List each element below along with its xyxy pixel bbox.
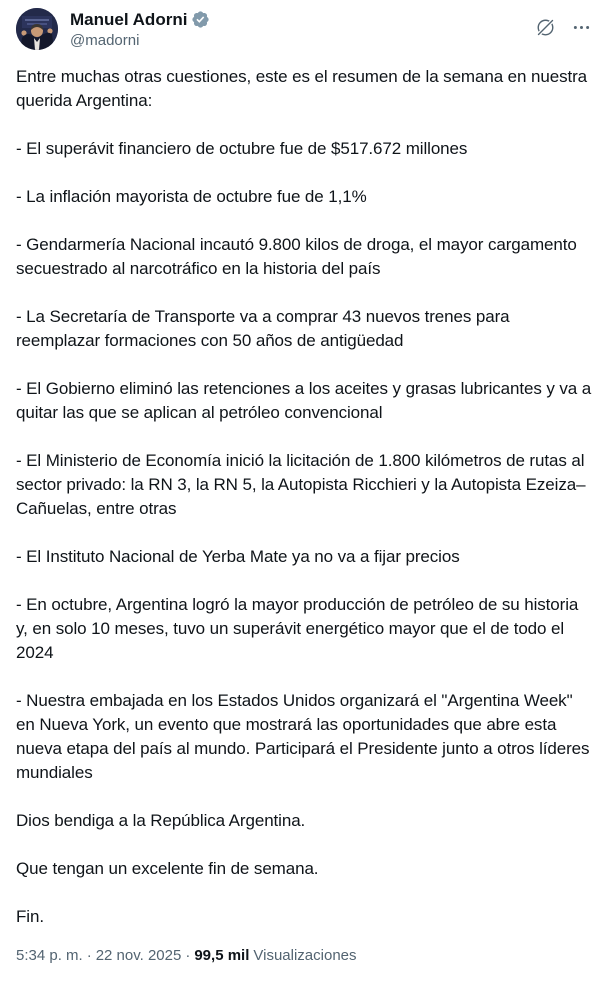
tweet-paragraph: - La Secretaría de Transporte va a comprar 43 nuevos trenes para reemplazar formaciones con 50 años de antigüedad [16,307,510,350]
grok-actions-button[interactable] [532,14,558,40]
views-label[interactable]: Visualizaciones [253,947,357,964]
more-icon [571,17,592,38]
grok-icon [535,17,556,38]
verified-badge-icon [191,10,210,29]
tweet-paragraph: Que tengan un excelente fin de semana. [16,859,319,878]
header-actions [532,8,594,40]
user-handle[interactable]: @madorni [70,32,140,49]
tweet-paragraph: - Gendarmería Nacional incautó 9.800 kilos de droga, el mayor cargamento secuestrado al narcotráfico en la historia del país [16,235,577,278]
tweet-paragraph: - Nuestra embajada en los Estados Unidos organizará el "Argentina Week" en Nueva York, un evento que mostrará las oportunidades que abre esta nueva etapa del país al mundo. Participará el Presidente junto a otros líderes mundiales [16,691,590,782]
avatar[interactable] [16,8,58,50]
date: 22 nov. 2025 [95,947,182,964]
tweet-text [16,65,594,929]
tweet-meta [16,946,594,966]
tweet-paragraph: - El Gobierno eliminó las retenciones a los aceites y grasas lubricantes y va a quitar las que se aplican al petróleo convencional [16,379,592,422]
more-button[interactable] [568,14,594,40]
tweet-paragraph: - El Instituto Nacional de Yerba Mate ya no va a fijar precios [16,547,460,566]
display-name[interactable]: Manuel Adorni [70,10,188,29]
tweet-paragraph: - La inflación mayorista de octubre fue de 1,1% [16,187,367,206]
tweet-header [16,8,594,51]
timestamp: 5:34 p. m. [16,947,83,964]
tweet-paragraph: - En octubre, Argentina logró la mayor producción de petróleo de su historia y, en solo 10 meses, tuvo un superávit energético mayor que el de todo el 2024 [16,595,579,662]
tweet-paragraph: - El superávit financiero de octubre fue de $517.672 millones [16,139,468,158]
user-identity [70,8,532,51]
views-count: 99,5 mil [194,947,250,964]
tweet-paragraph: - El Ministerio de Economía inició la licitación de 1.800 kilómetros de rutas al sector privado: la RN 3, la RN 5, la Autopista Ricchieri y la Autopista Ezeiza–Cañuelas, entre otras [16,451,586,518]
meta-separator: · [86,947,92,964]
avatar-photo [16,8,58,50]
tweet-paragraph: Fin. [16,907,44,926]
tweet-paragraph: Entre muchas otras cuestiones, este es el resumen de la semana en nuestra querida Argentina: [16,67,588,110]
tweet-paragraph: Dios bendiga a la República Argentina. [16,811,306,830]
meta-separator: · [185,947,191,964]
